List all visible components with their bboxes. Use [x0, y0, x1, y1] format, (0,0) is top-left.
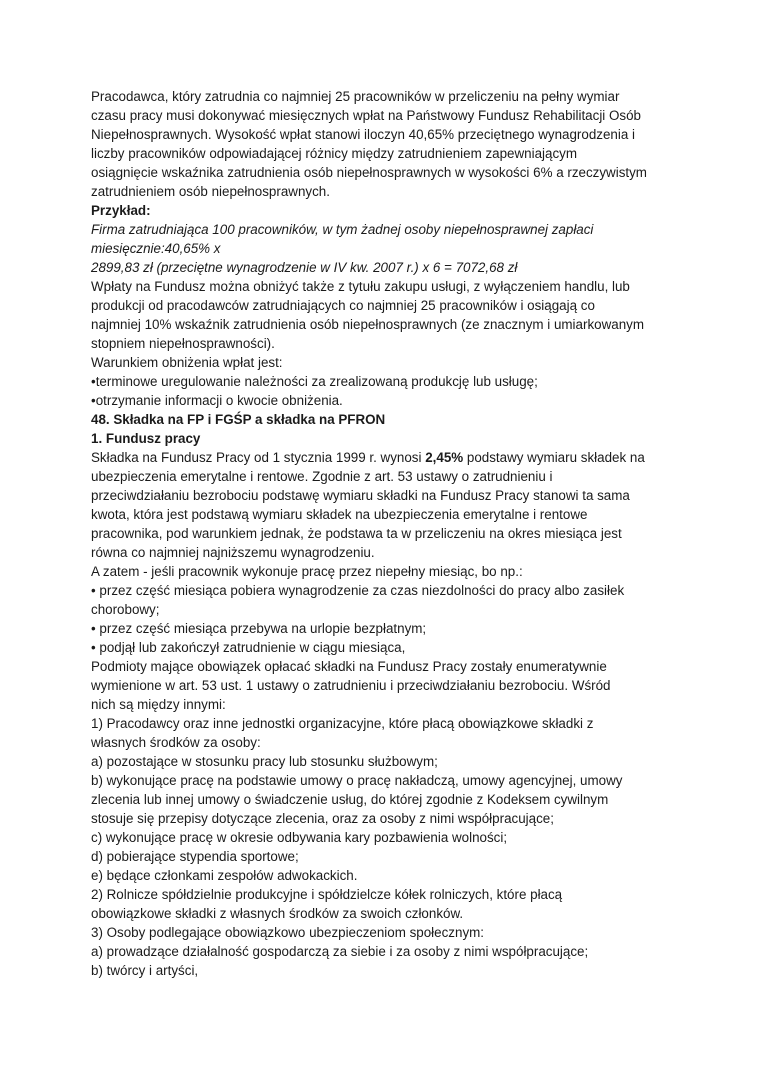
paragraph-line: ubezpieczenia emerytalne i rentowe. Zgodnie z art. 53 ustawy o zatrudnieniu i	[91, 469, 553, 484]
example-line: miesięcznie:40,65% x	[91, 241, 221, 256]
list-item: 2) Rolnicze spółdzielnie produkcyjne i spółdzielcze kółek rolniczych, które płacą	[91, 887, 563, 902]
example-line: Firma zatrudniająca 100 pracowników, w tym żadnej osoby niepełnosprawnej zapłaci	[91, 222, 594, 237]
list-item: zlecenia lub innej umowy o świadczenie usług, do której zgodnie z Kodeksem cywilnym	[91, 792, 609, 807]
document-page	[91, 87, 721, 999]
list-item: a) pozostające w stosunku pracy lub stosunku służbowym;	[91, 754, 438, 769]
paragraph-line: Podmioty mające obowiązek opłacać składki na Fundusz Pracy zostały enumeratywnie	[91, 659, 607, 674]
list-item: własnych środków za osoby:	[91, 735, 261, 750]
paragraph-line: kwota, która jest podstawą wymiaru składek na ubezpieczenia emerytalne i rentowe	[91, 507, 588, 522]
paragraph-line: pracownika, pod warunkiem jednak, że podstawa ta w przeliczeniu na okres miesiąca jest	[91, 526, 622, 541]
example-heading: Przykład:	[91, 203, 151, 218]
paragraph-line: liczby pracowników odpowiadającej różnicy między zatrudnieniem zapewniającym	[91, 146, 578, 161]
bullet-item: • przez część miesiąca pobiera wynagrodzenie za czas niezdolności do pracy albo zasiłek	[91, 583, 625, 598]
paragraph-line: wymienione w art. 53 ust. 1 ustawy o zatrudnieniu i przeciwdziałaniu bezrobociu. Wśród	[91, 678, 611, 693]
paragraph-line: Niepełnosprawnych. Wysokość wpłat stanowi iloczyn 40,65% przeciętnego wynagrodzenia i	[91, 127, 635, 142]
paragraph-line: Warunkiem obniżenia wpłat jest:	[91, 355, 283, 370]
paragraph-line: nich są między innymi:	[91, 697, 226, 712]
contribution-rate: 2,45%	[425, 450, 464, 465]
paragraph-line: Wpłaty na Fundusz można obniżyć także z tytułu zakupu usługi, z wyłączeniem handlu, lub	[91, 279, 630, 294]
list-item: b) twórcy i artyści,	[91, 963, 199, 978]
paragraph-line: produkcji od pracodawców zatrudniających co najmniej 25 pracowników i osiągają co	[91, 298, 595, 313]
section-heading: 48. Składka na FP i FGŚP a składka na PFRON	[91, 412, 386, 427]
list-item: 3) Osoby podlegające obowiązkowo ubezpieczeniom społecznym:	[91, 925, 485, 940]
subsection-heading: 1. Fundusz pracy	[91, 431, 201, 446]
paragraph-line: przeciwdziałaniu bezrobociu podstawę wymiaru składki na Fundusz Pracy stanowi ta sama	[91, 488, 630, 503]
paragraph-line: równa co najmniej najniższemu wynagrodzeniu.	[91, 545, 375, 560]
list-item	[91, 980, 721, 999]
bullet-item: • przez część miesiąca przebywa na urlopie bezpłatnym;	[91, 621, 427, 636]
list-item: b) wykonujące pracę na podstawie umowy o pracę nakładczą, umowy agencyjnej, umowy	[91, 773, 623, 788]
line-text: podstawy wymiaru składek na	[463, 450, 645, 465]
paragraph-line: A zatem - jeśli pracownik wykonuje pracę przez niepełny miesiąc, bo np.:	[91, 564, 523, 579]
list-item: 1) Pracodawcy oraz inne jednostki organizacyjne, które płacą obowiązkowe składki z	[91, 716, 594, 731]
list-item: stosuje się przepisy dotyczące zlecenia, oraz za osoby z nimi współpracujące;	[91, 811, 554, 826]
list-item: obowiązkowe składki z własnych środków za swoich członków.	[91, 906, 464, 921]
line-text: Składka na Fundusz Pracy od 1 stycznia 1999 r. wynosi	[91, 450, 426, 465]
list-item: e) będące członkami zespołów adwokackich.	[91, 868, 358, 883]
paragraph-line: czasu pracy musi dokonywać miesięcznych wpłat na Państwowy Fundusz Rehabilitacji Osób	[91, 108, 642, 123]
paragraph-line: osiągnięcie wskaźnika zatrudnienia osób niepełnosprawnych w wysokości 6% a rzeczywistym	[91, 165, 647, 180]
paragraph-line	[91, 448, 721, 467]
bullet-item: • podjął lub zakończył zatrudnienie w ciągu miesiąca,	[91, 640, 406, 655]
bullet-item: •terminowe uregulowanie należności za zrealizowaną produkcję lub usługę;	[91, 374, 538, 389]
bullet-item: •otrzymanie informacji o kwocie obniżenia.	[91, 393, 343, 408]
list-item: c) wykonujące pracę w okresie odbywania kary pozbawienia wolności;	[91, 830, 508, 845]
bullet-item: chorobowy;	[91, 602, 160, 617]
paragraph-line: zatrudnieniem osób niepełnosprawnych.	[91, 184, 330, 199]
paragraph-line: najmniej 10% wskaźnik zatrudnienia osób niepełnosprawnych (ze znacznym i umiarkowanym	[91, 317, 644, 332]
list-item: a) prowadzące działalność gospodarczą za siebie i za osoby z nimi współpracujące;	[91, 944, 589, 959]
paragraph-line: Pracodawca, który zatrudnia co najmniej 25 pracowników w przeliczeniu na pełny wymiar	[91, 89, 620, 104]
paragraph-line: stopniem niepełnosprawności).	[91, 336, 275, 351]
list-item: d) pobierające stypendia sportowe;	[91, 849, 299, 864]
example-line: 2899,83 zł (przeciętne wynagrodzenie w IV kw. 2007 r.) x 6 = 7072,68 zł	[91, 260, 518, 275]
